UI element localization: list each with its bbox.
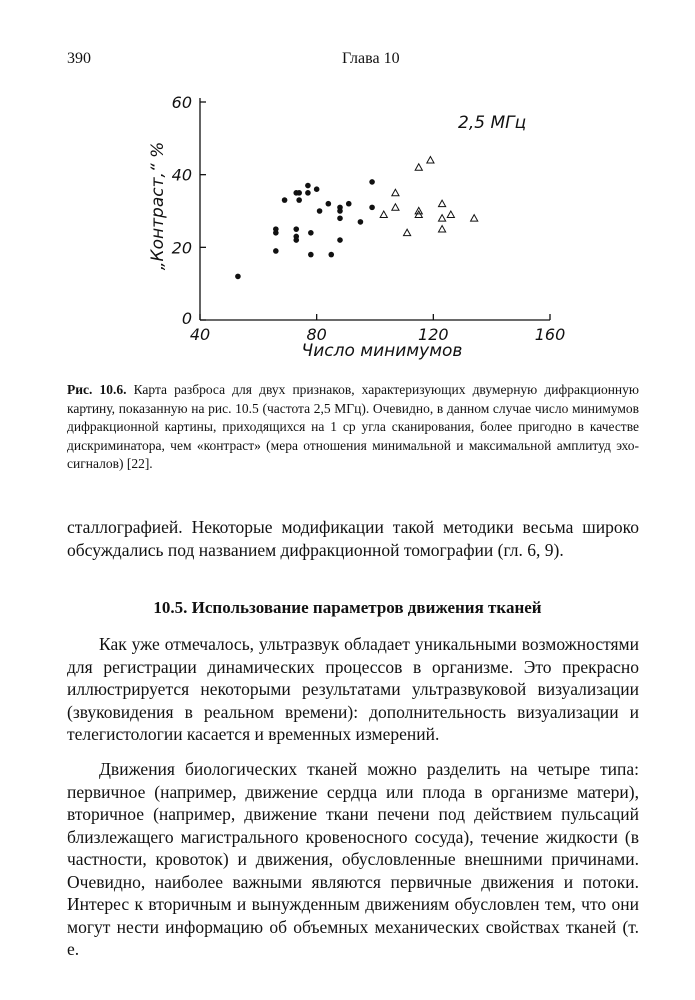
- data-point-dot: [296, 190, 302, 196]
- data-point-dot: [282, 197, 288, 203]
- caption-text: Карта разброса для двух признаков, характеризующих двумерную дифракционную картину, показанную на рис. 10.5 (частота 2,5 МГц). Очевидно, в данном случае число минимумов дифракционной картины, приходящихся на 1 ср угла сканирования, более пригодно в качестве дискриминатора, чем «контраст» (мера отношения минимальной и максимальной амплитуд эхо-сигналов) [22].: [67, 382, 639, 471]
- page-number: 390: [67, 50, 91, 67]
- data-point-triangle: [438, 226, 445, 232]
- frequency-annotation: 2,5 МГц: [458, 113, 527, 133]
- data-point-dot: [305, 183, 311, 189]
- data-point-dot: [273, 248, 279, 254]
- data-point-triangle: [392, 204, 399, 210]
- data-point-triangle: [438, 215, 445, 221]
- scatter-chart: [130, 88, 570, 368]
- data-point-triangle: [415, 164, 422, 170]
- data-point-dot: [296, 197, 302, 203]
- x-axis-label: Число минимумов: [301, 341, 463, 361]
- data-point-dot: [369, 205, 375, 211]
- y-tick-label: 40: [171, 165, 192, 185]
- data-point-dot: [326, 201, 332, 207]
- paragraph-continued: сталлографией. Некоторые модификации такой методики весьма широко обсуждались под названием дифракционной томографии (гл. 6, 9).: [67, 517, 639, 560]
- data-point-dot: [369, 179, 375, 185]
- data-point-triangle: [447, 211, 454, 217]
- y-axis-label: „Контраст,“ %: [148, 141, 168, 271]
- data-point-dot: [308, 230, 314, 236]
- y-tick-label: 0: [181, 309, 192, 328]
- data-point-triangle: [392, 189, 399, 195]
- data-point-dot: [317, 208, 323, 214]
- x-tick-label: 120: [418, 325, 449, 344]
- data-point-triangle: [380, 211, 387, 217]
- data-point-dot: [293, 234, 299, 240]
- data-point-dot: [337, 215, 343, 221]
- y-tick-label: 60: [171, 93, 192, 112]
- data-point-triangle: [403, 229, 410, 235]
- paragraph-1: Как уже отмечалось, ультразвук обладает уникальными возможностями для регистрации динамических процессов в организме. Это прекрасно иллюстрируется некоторыми результатами ультразвуковой визуализации (звуковидения в реальном времени): дополнительность визуализации и телегистологии касается и временных измерений.: [67, 634, 639, 744]
- running-title: Глава 10: [342, 50, 400, 67]
- data-point-triangle: [471, 215, 478, 221]
- data-point-dot: [273, 226, 279, 232]
- data-point-dot: [358, 219, 364, 225]
- data-point-dot: [305, 190, 311, 196]
- paragraph-2: Движения биологических тканей можно разделить на четыре типа: первичное (например, движение сердца или плода в организме матери), вторичное (например, движение ткани печени под действием пульсаций близлежащего магистрального кровеносного сосуда), течение жидкости (в частности, кровоток) и движения, обусловленные внешними причинами. Очевидно, наиболее важными являются первичные движения и потоки. Интерес к вторичным и вынужденным движениям обусловлен тем, что они могут нести информацию об объемных механических свойствах тканей (т. е.: [67, 759, 639, 959]
- caption-label: Рис. 10.6.: [67, 382, 127, 397]
- data-point-triangle: [427, 157, 434, 163]
- data-point-dot: [337, 237, 343, 243]
- x-tick-label: 80: [306, 325, 327, 344]
- data-point-dot: [337, 205, 343, 211]
- data-point-dot: [314, 186, 320, 192]
- data-point-dot: [346, 201, 352, 207]
- x-tick-label: 40: [189, 325, 211, 344]
- section-heading: 10.5. Использование параметров движения тканей: [153, 598, 542, 617]
- chart-points: [235, 157, 478, 280]
- data-point-dot: [235, 274, 241, 280]
- data-point-triangle: [438, 200, 445, 206]
- x-tick-label: 160: [534, 325, 566, 344]
- data-point-dot: [293, 226, 299, 232]
- figure-caption: [67, 381, 639, 474]
- data-point-dot: [308, 252, 314, 258]
- y-tick-label: 20: [171, 238, 192, 258]
- data-point-dot: [328, 252, 334, 258]
